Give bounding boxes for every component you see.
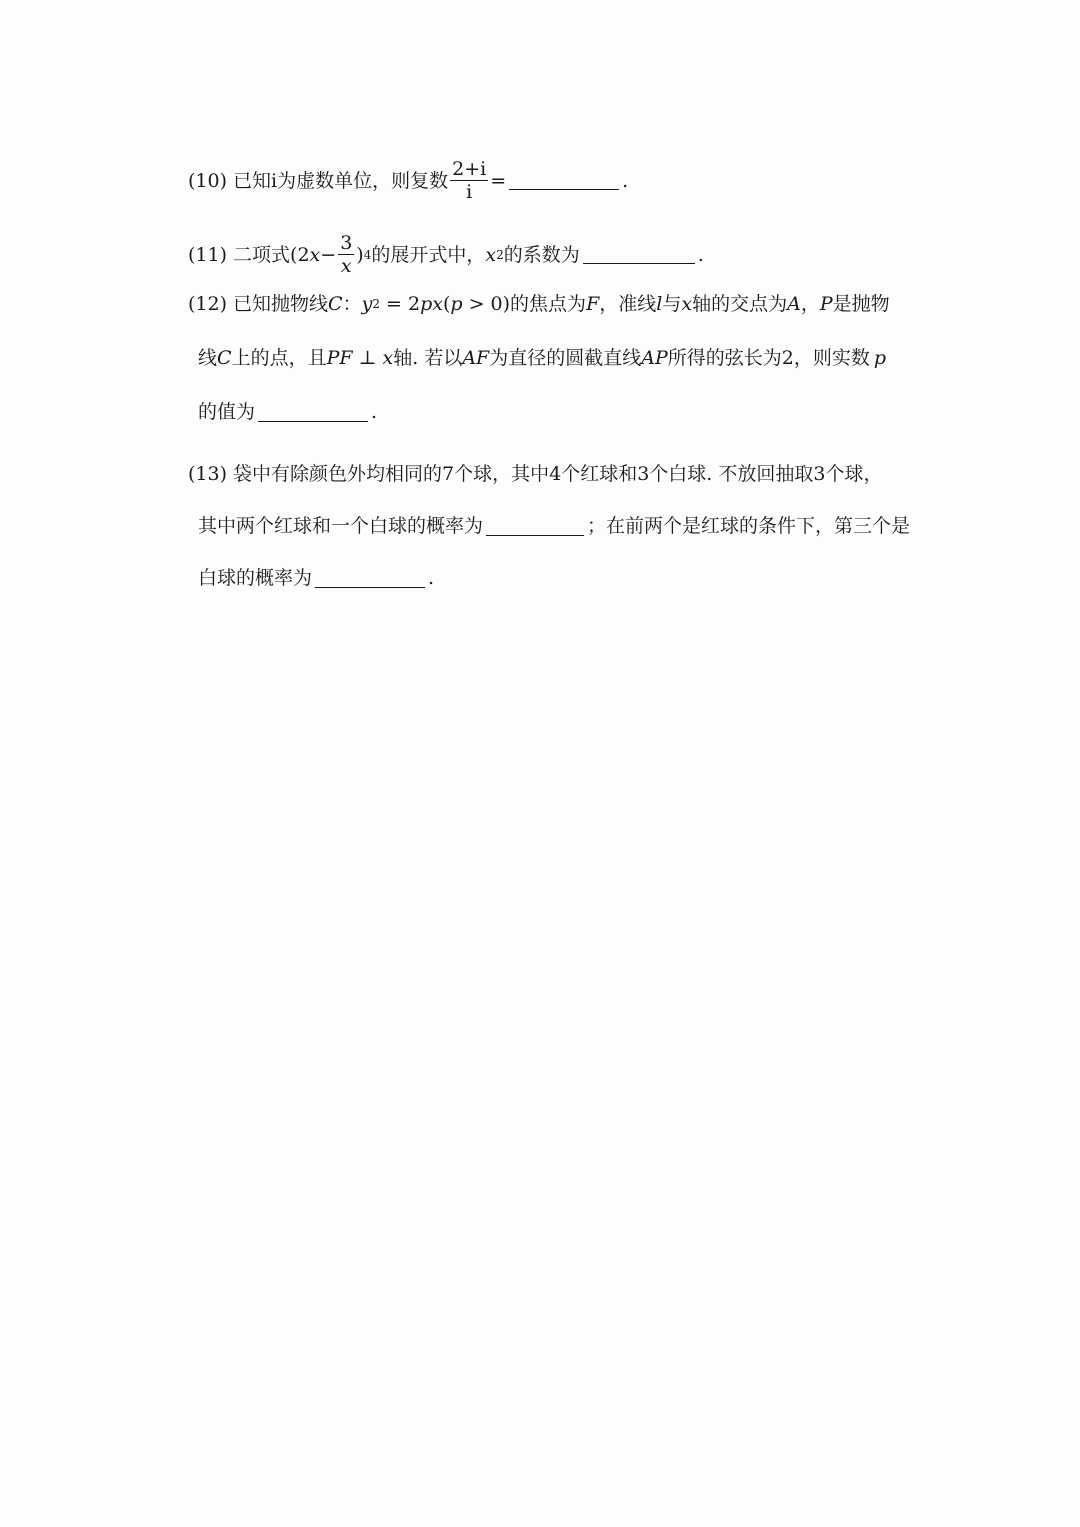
math: = 2 [379, 293, 421, 315]
fraction-denominator: i [466, 181, 473, 203]
math: ( [442, 293, 451, 315]
text: ；在前两个是红球的条件下，第三个是 [587, 515, 911, 537]
text: 的值为 [198, 401, 256, 423]
question-12-line-1: (12) 已知抛物线 C ： y 2 = 2 px ( p > 0) 的焦点为 F ，准线 l 与 x 轴的交点为 A ， P 是抛物 [188, 290, 890, 318]
text: 与 [662, 293, 682, 315]
period: . [622, 169, 629, 192]
math-var: P [819, 293, 833, 315]
fraction [338, 232, 354, 277]
text: 已知抛物线 [233, 293, 329, 315]
math-var: y [361, 293, 373, 315]
text: 轴的交点为 [692, 293, 788, 315]
math: (2 [290, 243, 310, 266]
text: 为虚数单位，则复数 [277, 169, 449, 192]
period: . [371, 401, 378, 423]
math-var: x [309, 243, 321, 266]
period: . [428, 567, 435, 589]
question-11: (11) 二项式 (2 x − $\frac{3}{x}$ ) 4 的展开式中， x 2 的系数为 . [188, 232, 704, 277]
question-12-line-3 [198, 398, 377, 426]
text: ， [800, 293, 820, 315]
math-var: l [656, 293, 663, 315]
text: 的焦点为 [510, 293, 587, 315]
text: 所得的弦长为2，则实数 [667, 347, 870, 369]
math: ) [356, 243, 364, 266]
text: 是抛物 [832, 293, 890, 315]
math-var: C [328, 293, 343, 315]
text: 轴. 若以 [393, 347, 463, 369]
question-number: (12) [188, 293, 228, 315]
math-var: x [485, 243, 497, 266]
text: 的展开式中， [371, 243, 486, 266]
math: ⊥ [352, 347, 383, 369]
math: > 0) [462, 293, 511, 315]
question-13-line-3 [198, 564, 434, 592]
math-var: x [681, 293, 693, 315]
fraction [450, 158, 488, 203]
math-var: A [787, 293, 801, 315]
text: 线 [198, 347, 218, 369]
answer-blank[interactable] [315, 569, 425, 588]
question-number: (13) [188, 463, 228, 485]
text: ： [342, 293, 362, 315]
math-var: PF [326, 347, 353, 369]
period: . [697, 243, 704, 266]
math-var: p [450, 293, 463, 315]
text: ，准线 [599, 293, 657, 315]
question-13-line-2 [198, 512, 910, 540]
answer-blank[interactable] [486, 517, 584, 536]
imaginary-unit: i [271, 169, 278, 192]
answer-blank[interactable] [258, 403, 368, 422]
math-var: F [586, 293, 600, 315]
text: 二项式 [233, 243, 291, 266]
text: 袋中有除颜色外均相同的7个球，其中4个红球和3个白球. 不放回抽取3个球， [233, 463, 883, 485]
math-var: x [382, 347, 394, 369]
math-var: AF [462, 347, 490, 369]
question-13-line-1 [188, 460, 882, 488]
text: 已知 [233, 169, 272, 192]
equals-sign: = [490, 169, 507, 192]
text: 白球的概率为 [198, 567, 313, 589]
question-number: (10) [188, 169, 228, 192]
answer-blank[interactable] [509, 171, 619, 190]
text: 上的点，且 [231, 347, 327, 369]
fraction-denominator: x [340, 255, 352, 277]
question-number: (11) [188, 243, 228, 266]
question-10 [188, 158, 628, 203]
text: 为直径的圆截直线 [489, 347, 642, 369]
text: 的系数为 [503, 243, 580, 266]
text: 其中两个红球和一个白球的概率为 [198, 515, 484, 537]
math: − [320, 243, 337, 266]
math-var: px [420, 293, 443, 315]
question-12-line-2 [198, 344, 886, 372]
answer-blank[interactable] [583, 245, 695, 264]
math-var: p [873, 347, 887, 369]
math-var: C [217, 347, 232, 369]
fraction-numerator: 3 [340, 232, 353, 254]
math-var: AP [641, 347, 668, 369]
fraction-numerator: 2+i [452, 158, 487, 180]
